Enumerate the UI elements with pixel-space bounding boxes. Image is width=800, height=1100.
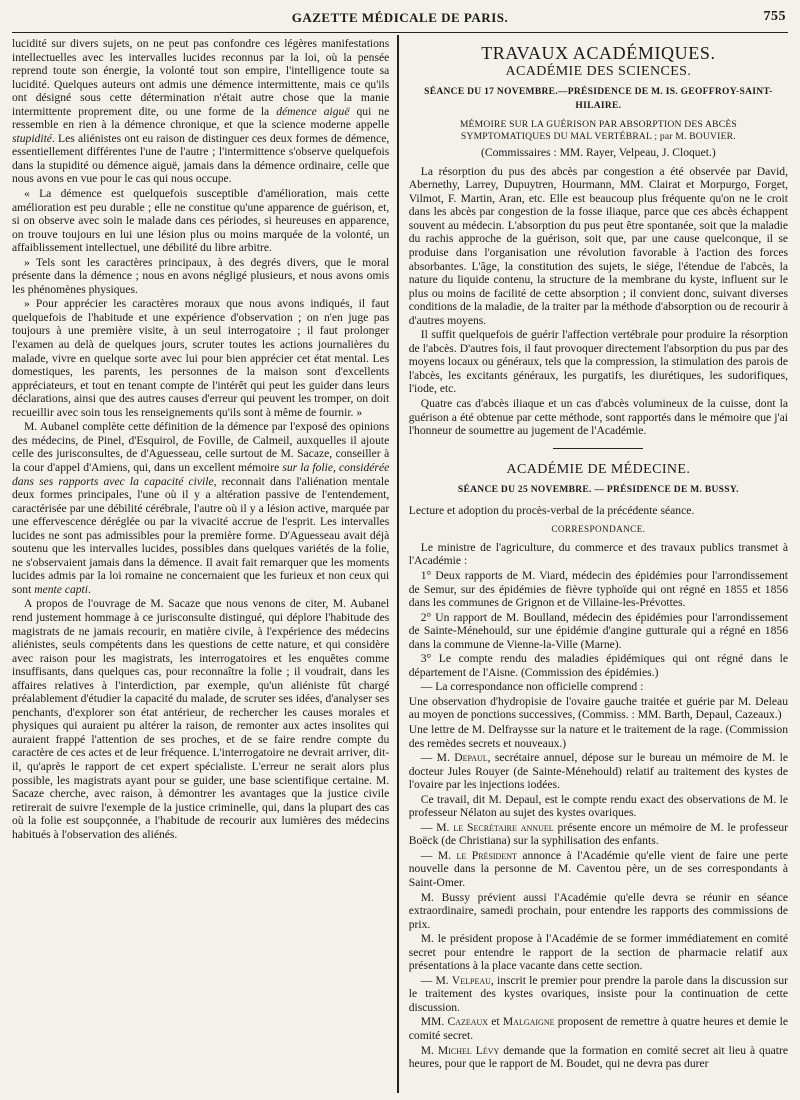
- commissaires-line: (Commissaires : MM. Rayer, Velpeau, J. Cloquet.): [481, 146, 716, 160]
- page-number: 755: [763, 9, 786, 24]
- seance-sciences: SÉANCE DU 17 NOVEMBRE.—PRÉSIDENCE DE M. IS. GEOFFROY-SAINT-HILAIRE.: [424, 87, 773, 111]
- medecine-paragraph: M. Bussy prévient aussi l'Académie qu'elle devra se réunir en séance extraordinaire, samedi prochain, pour entendre les rapports des commissions de prix.: [408, 890, 788, 931]
- medecine-paragraph: Une lettre de M. Delfraysse sur la nature et le traitement de la rage. (Commission des remèdes secrets et nouveaux.): [408, 722, 788, 750]
- left-paragraph: » Pour apprécier les caractères moraux que nous avons indiqués, il faut quelquefois de l'habitude et une expérience d'observation ; on n'en juge pas toujours à une première visite, à un seul interrogatoire ; il faut prolonger l'examen au delà de quelques jours, scruter toutes les actions journalières du malade, vivre en quelque sorte avec lui pour bien apprécier cet état mental. Les domestiques, les parents, les personnes de la maison sont d'excellents appréciateurs, et tout en tenant compte de l'intérêt qui peut les guider dans leurs déclarations, ainsi que des autres causes d'erreur qui peuvent les tromper, on doit recueillir avec soin tous les renseignements qu'ils sont à même de fournir. »: [12, 297, 390, 419]
- left-paragraph: A propos de l'ouvrage de M. Sacaze que nous venons de citer, M. Aubanel rend justement hommage à ce jurisconsulte distingué, qui déplore l'habitude des magistrats de ne jamais recourir, en matière civile, à l'expérience des médecins aliénistes, seuls compétents dans les questions de cette nature, et qui considère avec raison pour les magistrats, les interrogatoires et les enquêtes comme insuffisants, dans quelques cas, pour reconnaître la folie ; il voudrait, dans les affaires relatives à l'interdiction, par exemple, qu'un aliéniste fût chargé préalablement d'étudier la capacité du malade, de scruter ses idées, d'analyser ses penchants, d'explorer son état antérieur, de rechercher les causes morales et physiques qui auraient pu altérer la raison, de remonter aux actes insolites qui auraient frappé l'attention de ses proches, et de se faire rendre compte du caractère de ces actes et de leur fréquence. L'interrogatoire ne devrait arriver, dit-il, qu'après le rapport de cet expert spécialiste. L'erreur ne serait alors plus possible, les magistrats ayant pour se guider, une base scientifique certaine. M. Sacaze cherche, avec raison, à démontrer les avantages que la justice civile retirerait de suivre l'exemple de la justice criminelle, qui, dans la plupart des cas où la folie est soupçonnée, a l'habitude de recourir aux lumières des médecins habitués à l'observation des aliénés.: [12, 597, 390, 841]
- running-head: [12, 6, 788, 33]
- left-paragraph: lucidité sur divers sujets, on ne peut pas confondre ces légères manifestations intellectuelles avec les intervalles lucides reconnus par la loi, où la pensée reprend toute son énergie, la volonté tout son empire, l'intelligence toute sa lucidité. Quelques auteurs ont admis une démence intermittente, mais ce qu'ils ont désigné sous cette détermination n'était autre chose que la manie intermittente proprement dite, ou une forme de la démence aiguë qui ne ressemble en rien à la démence chronique, et que la science moderne appelle stupidité. Les aliénistes ont eu raison de distinguer ces deux formes de démence, essentiellement différentes l'une de l'autre ; l'intermittence s'observe quelquefois dans la stupidité ou démence aiguë, jamais dans la démence ordinaire, celle que nous avons en vue pour le cas qui nous occupe.: [12, 37, 390, 186]
- medecine-body: [409, 541, 788, 1071]
- lecture-line: Lecture et adoption du procès-verbal de la précédente séance.: [408, 503, 695, 517]
- columns: [12, 33, 788, 1093]
- left-paragraph: » Tels sont les caractères principaux, à des degrés divers, que le moral présente dans la démence ; nous en avons négligé plusieurs, et nous avons omis les phénomènes physiques.: [12, 255, 390, 296]
- memoire-title: MÉMOIRE SUR LA GUÉRISON PAR ABSORPTION DES ABCÈS SYMPTOMATIQUES DU MAL VERTÉBRAL ; par M. BOUVIER.: [459, 119, 737, 142]
- medecine-paragraph: — M. le Secrétaire annuel présente encore un mémoire de M. le professeur Boëck (de Christiana) sur la syphilisation des enfants.: [408, 820, 788, 848]
- left-paragraph: M. Aubanel complète cette définition de la démence par l'exposé des opinions des médecins, de Pinel, d'Esquirol, de Foville, de Calmeil, auxquelles il ajoute celle des jurisconsultes, de d'Aguesseau, celle surtout de M. Sacaze, conseiller à la cour d'appel d'Amiens, qui, dans un excellent mémoire sur la folie, considérée dans ses rapports avec la capacité civile, reconnait dans l'aliénation mentale deux formes principales, l'une où il y a altération passive de l'entendement, caractérisée par une débilité cérébrale, l'autre où il y a lésion active, marquée par une effervescence déréglée ou par la vivacité accrue de l'esprit. Les intervalles lucides ne sont pas admissibles pour la première forme. D'Aguesseau avait déjà soutenu que les intervalles lucides, possibles dans quelques variétés de la folie, ne s'observaient jamais dans la démence. Il avait fait remarquer que les moments lucides admis par la loi romaine ne concernaient que les furieux et non ceux qui sont mente capti.: [12, 420, 390, 596]
- right-column: [399, 33, 788, 1093]
- academy-sciences-heading: ACADÉMIE DES SCIENCES.: [505, 63, 692, 79]
- journal-title: GAZETTE MÉDICALE DE PARIS.: [291, 10, 509, 25]
- medecine-paragraph: Ce travail, dit M. Depaul, est le compte rendu exact des observations de M. le professeur Nélaton au sujet des kystes ovariques.: [408, 792, 788, 820]
- seance-medecine: SÉANCE DU 25 NOVEMBRE. — PRÉSIDENCE DE M. BUSSY.: [457, 485, 739, 496]
- medecine-paragraph: 2° Un rapport de M. Boulland, médecin des épidémies pour l'arrondissement de Sainte-Ménehould, sur une épidémie d'angine gutturale qui a régné en 1856 dans la commune de Vienne-la-Ville (Marne).: [408, 610, 788, 651]
- medecine-paragraph: MM. Cazeaux et Malgaigne proposent de remettre à quatre heures et demie le comité secret.: [408, 1015, 788, 1042]
- academy-medecine-heading: ACADÉMIE DE MÉDECINE.: [506, 461, 691, 477]
- left-paragraph: « La démence est quelquefois susceptible d'amélioration, mais cette amélioration est peu durable ; elle ne constitue qu'une apparence de guérison, et, si on observe avec soin le malade dans ces périodes, si heureuses en apparence, on trouve toujours en lui une lésion plus ou moins marquée de la volonté, un affaiblissement intellectuel, une débilité du libre arbitre.: [12, 187, 390, 255]
- sciences-paragraph: La résorption du pus des abcès par congestion a été observée par David, Abernethy, Larrey, Dupuytren, Hourmann, MM. Clairat et Morpurgo, Forget, Vilmot, F. Martin, Aran, etc. Elle est beaucoup plus fréquente qu'on ne le croit dans les abcès par congestion de la fosse iliaque, parce que ces abcès échappent souvent au médecin. L'absorption du pus peut être spontanée, soit que la maladie du rachis approche de la guérison, soit que, par une cause quelconque, il se produise dans l'organisation une révolution favorable à l'action des forces absorbantes. L'âge, la constitution des sujets, le siége, l'étendue de l'abcès, la nature du liquide contenu, la structure de la membrane du kyste, influent sur le plus ou moins de facilité de cette absorption ; il convient donc, suivant diverses conditions de la maladie, de la traiter par la méthode d'absorption ou de recourir à d'autres moyens.: [408, 164, 788, 327]
- medecine-paragraph: — M. Depaul, secrétaire annuel, dépose sur le bureau un mémoire de M. le docteur Jules Rouyer (de Sainte-Ménehould) relatif au traitement des kystes de l'ovaire par les injections iodées.: [408, 751, 788, 792]
- section-title: TRAVAUX ACADÉMIQUES.: [481, 43, 716, 63]
- medecine-paragraph: — M. le Président annonce à l'Académie qu'elle vient de faire une perte nouvelle dans la personne de M. Caventou père, un de ses correspondants à Saint-Omer.: [408, 848, 788, 889]
- section-separator: [553, 448, 643, 449]
- medecine-paragraph: — M. Velpeau, inscrit le premier pour prendre la parole dans la discussion sur le traitement des kystes ovariques, insiste pour la continuation de cette discussion.: [408, 973, 788, 1014]
- sciences-body: [409, 165, 788, 438]
- left-column: [12, 33, 397, 1093]
- sciences-paragraph: Il suffit quelquefois de guérir l'affection vertébrale pour produire la résorption de l'abcès. D'autres fois, il faut provoquer directement l'absorption du pus par des moyens locaux ou généraux, tels que la compression, la stimulation des parois de l'abcès, les excitants généraux, les purgatifs, les diurétiques, les sudorifiques, l'iode, etc.: [408, 328, 788, 396]
- correspondance-heading: CORRESPONDANCE.: [551, 524, 646, 535]
- medecine-paragraph: 1° Deux rapports de M. Viard, médecin des épidémies pour l'arrondissement de Semur, sur des épidémies de fièvre typhoïde qui ont régné en 1855 et 1856 dans les communes de Grignon et de Villaine-les-Prévottes.: [408, 568, 788, 610]
- medecine-paragraph: Une observation d'hydropisie de l'ovaire gauche traitée et guérie par M. Deleau au moyen de ponctions successives, (Commiss. : MM. Barth, Depaul, Cazeaux.): [408, 694, 788, 722]
- sciences-paragraph: Quatre cas d'abcès iliaque et un cas d'abcès volumineux de la cuisse, dont la guérison a été obtenue par cette méthode, sont rapportés dans le mémoire que j'ai l'honneur de soumettre au jugement de l'Académie.: [408, 397, 788, 438]
- medecine-paragraph: 3° Le compte rendu des maladies épidémiques qui ont régné dans le département de l'Aisne. (Commission des épidémies.): [408, 652, 788, 679]
- medecine-paragraph: — La correspondance non officielle comprend :: [420, 680, 644, 694]
- medecine-paragraph: Le ministre de l'agriculture, du commerce et des travaux publics transmet à l'Académie :: [408, 540, 788, 568]
- medecine-paragraph: M. Michel Lévy demande que la formation en comité secret ait lieu à quatre heures, pour que le rapport de M. Boudet, qui ne devra pas durer: [408, 1043, 788, 1071]
- medecine-paragraph: M. le président propose à l'Académie de se former immédiatement en comité secret pour entendre le rapport de la section de pharmacie relatif aux présentations à la place vacante dans cette section.: [408, 932, 788, 973]
